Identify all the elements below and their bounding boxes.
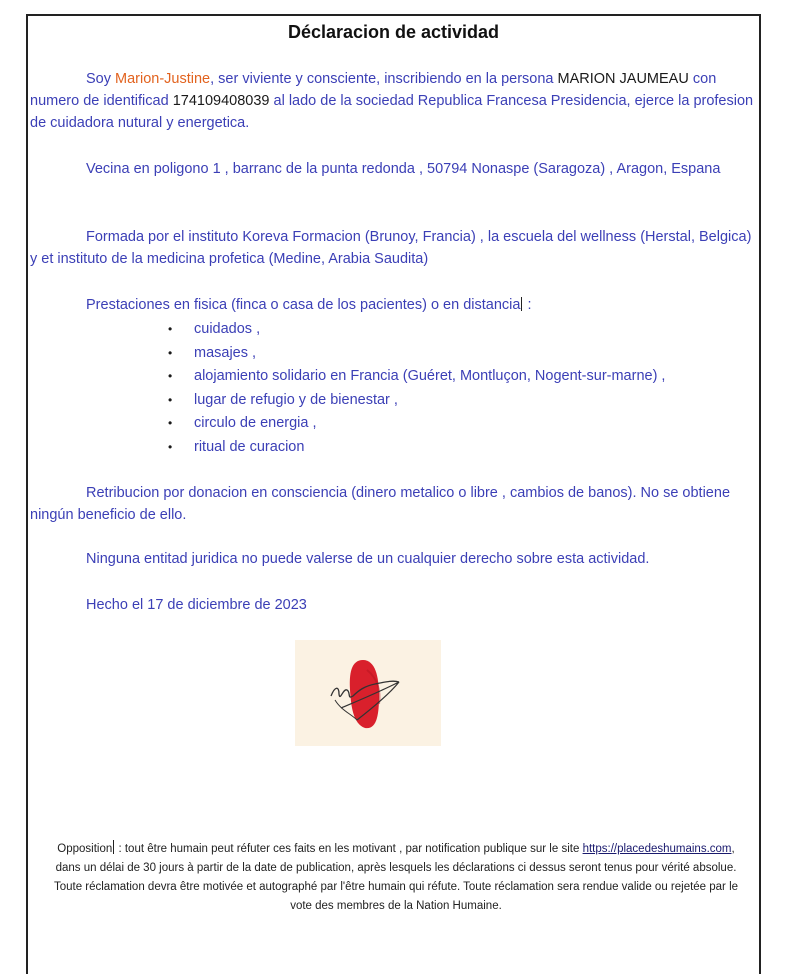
address-text: Vecina en poligono 1 , barranc de la punta redonda , 50794 Nonaspe (Saragoza) , Aragon, Espana [86,161,721,177]
no-entity-text: Ninguna entitad juridica no puede valerse de un cualquier derecho sobre esta actividad. [86,551,650,567]
intro-text-3: al lado de la sociedad Republica Francesa Presidencia, ejerce la profesion de cuidadora nutural y energetica. [30,93,754,131]
list-item: • masajes , [168,342,665,366]
person-name: Marion-Justine [115,71,211,87]
list-item: • cuidados , [168,318,665,342]
services-intro-end: : [523,297,532,313]
retribution-text: Retribucion por donacion en consciencia (dinero metalico o libre , cambios de banos). No se obtiene ningún beneficio de ello. [30,485,731,523]
services-intro-text: Prestaciones en fisica (finca o casa de los pacientes) o en distancia [86,297,521,313]
document-title: Déclaracion de actividad [287,22,500,42]
retribution-paragraph [30,482,760,526]
list-item: • ritual de curacion [168,436,665,460]
intro-text-1: , ser viviente y consciente, inscribiendo en la persona [210,71,554,87]
intro-text-2: con numero de identificad [30,71,717,109]
training-paragraph [30,226,760,270]
services-list [168,318,665,459]
opposition-text-2: , dans un délai de 30 jours à partir de la date de publication, après lesquels les déclarations ci dessus seront tenus pour vérité absolue. Toute réclamation devra être motivée et autographé par l'être humain qui réfute. Toute réclamation sera rendue valide ou rejetée par le vote des membres de la Nation Humaine. [53,843,739,912]
document-page [26,14,761,974]
no-entity-paragraph [30,548,760,570]
fingerprint-signature-icon [295,640,441,746]
placedeshumains-link[interactable]: https://placedeshumains.com [582,843,732,855]
id-number: 174109408039 [172,93,270,109]
list-item: • circulo de energia , [168,412,665,436]
intro-paragraph [30,68,760,134]
signature-seal-image [295,640,441,746]
opposition-lead: Opposition [57,843,113,855]
training-text: Formada por el instituto Koreva Formacion (Brunoy, Francia) , la escuela del wellness (Herstal, Belgica) y et instituto de la medicina profetica (Medine, Arabia Saudita) [30,229,752,267]
address-paragraph [30,158,760,180]
date-paragraph [30,594,760,616]
services-intro [30,294,760,316]
opposition-text-1: : tout être humain peut réfuter ces faits en les motivant , par notification publique sur le site [115,843,580,855]
date-text: Hecho el 17 de diciembre de 2023 [86,597,307,613]
list-item: • lugar de refugio y de bienestar , [168,389,665,413]
opposition-footer [46,840,746,916]
list-item: • alojamiento solidario en Francia (Guéret, Montluçon, Nogent-sur-marne) , [168,365,665,389]
intro-soy: Soy [86,71,111,87]
full-name: MARION JAUMEAU [557,71,689,87]
